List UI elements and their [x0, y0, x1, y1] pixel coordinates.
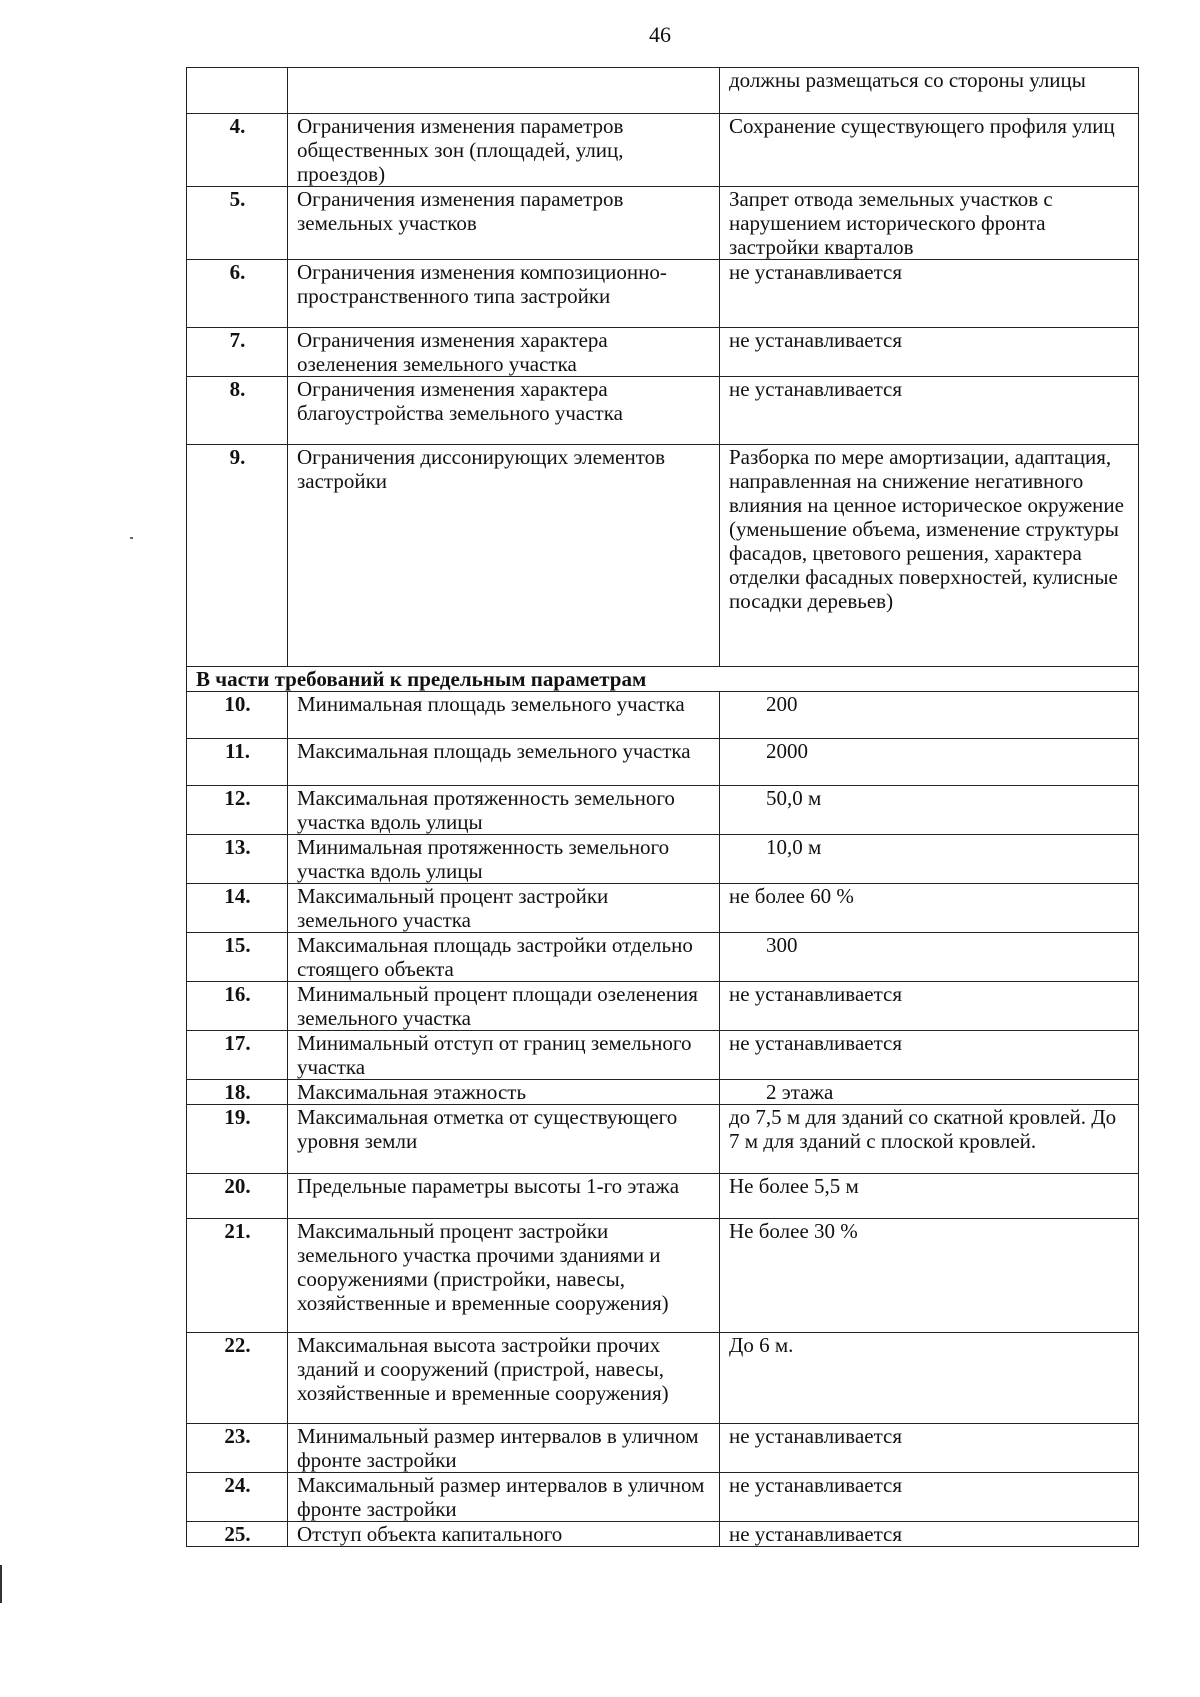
table-row [187, 187, 1139, 260]
table-row [187, 1174, 1139, 1219]
row-number: 4. [187, 114, 288, 187]
table-row [187, 377, 1139, 445]
parameter-cell: Минимальная площадь земельного участка [288, 692, 720, 739]
parameter-cell: Ограничения диссонирующих элементов застройки [288, 445, 720, 667]
table-row [187, 445, 1139, 667]
row-number: 7. [187, 328, 288, 377]
row-number: 11. [187, 739, 288, 786]
value-cell: Не более 30 % [720, 1219, 1139, 1333]
requirements-table [186, 67, 1139, 1547]
value-cell: 200 [720, 692, 1139, 739]
value-cell: 300 [720, 933, 1139, 982]
section-header: В части требований к предельным параметрам [187, 667, 1139, 692]
row-number: 5. [187, 187, 288, 260]
parameter-cell: Предельные параметры высоты 1-го этажа [288, 1174, 720, 1219]
scan-speck [130, 537, 133, 539]
row-number: 24. [187, 1473, 288, 1522]
row-number: 9. [187, 445, 288, 667]
parameter-cell: Максимальный процент застройки земельного участка [288, 884, 720, 933]
row-number: 18. [187, 1080, 288, 1105]
table-row [187, 1522, 1139, 1547]
row-number: 23. [187, 1424, 288, 1473]
table-row [187, 835, 1139, 884]
parameter-cell: Максимальный процент застройки земельного участка прочими зданиями и сооружениями (пристройки, навесы, хозяйственные и временные сооружения) [288, 1219, 720, 1333]
table-row [187, 982, 1139, 1031]
row-number: 6. [187, 260, 288, 328]
parameter-cell: Отступ объекта капитального [288, 1522, 720, 1547]
table-row [187, 328, 1139, 377]
parameter-cell: Ограничения изменения композиционно-пространственного типа застройки [288, 260, 720, 328]
value-cell: Сохранение существующего профиля улиц [720, 114, 1139, 187]
value-cell: 2 этажа [720, 1080, 1139, 1105]
value-cell: не устанавливается [720, 1424, 1139, 1473]
value-cell: не устанавливается [720, 328, 1139, 377]
value-cell: Не более 5,5 м [720, 1174, 1139, 1219]
table-row [187, 884, 1139, 933]
table-row [187, 114, 1139, 187]
row-number: 13. [187, 835, 288, 884]
section-header-row [187, 667, 1139, 692]
row-number: 21. [187, 1219, 288, 1333]
table-row [187, 933, 1139, 982]
parameter-cell: Максимальная протяженность земельного участка вдоль улицы [288, 786, 720, 835]
row-number: 25. [187, 1522, 288, 1547]
value-cell: 2000 [720, 739, 1139, 786]
table-row [187, 1219, 1139, 1333]
value-cell: не устанавливается [720, 1522, 1139, 1547]
value-cell: не устанавливается [720, 1031, 1139, 1080]
parameter-cell: Минимальный отступ от границ земельного участка [288, 1031, 720, 1080]
row-number: 20. [187, 1174, 288, 1219]
table-row [187, 739, 1139, 786]
table-row [187, 260, 1139, 328]
value-cell: Разборка по мере амортизации, адаптация, направленная на снижение негативного влияния на ценное историческое окружение (уменьшение объема, изменение структуры фасадов, цветового решения, характера отделки фасадных поверхностей, кулисные посадки деревьев) [720, 445, 1139, 667]
value-cell: до 7,5 м для зданий со скатной кровлей. До 7 м для зданий с плоской кровлей. [720, 1105, 1139, 1174]
parameter-cell: Максимальная отметка от существующего уровня земли [288, 1105, 720, 1174]
value-cell: 50,0 м [720, 786, 1139, 835]
parameter-cell: Ограничения изменения параметров общественных зон (площадей, улиц, проездов) [288, 114, 720, 187]
value-cell: не устанавливается [720, 260, 1139, 328]
parameter-cell: Минимальный размер интервалов в уличном фронте застройки [288, 1424, 720, 1473]
table-row [187, 786, 1139, 835]
table-row [187, 1105, 1139, 1174]
scan-edge-mark [0, 1565, 2, 1603]
parameter-cell: Минимальная протяженность земельного участка вдоль улицы [288, 835, 720, 884]
row-number: 14. [187, 884, 288, 933]
parameter-cell: Ограничения изменения характера благоустройства земельного участка [288, 377, 720, 445]
row-number: 22. [187, 1333, 288, 1424]
row-number: 8. [187, 377, 288, 445]
parameter-cell: Максимальная этажность [288, 1080, 720, 1105]
value-cell: 10,0 м [720, 835, 1139, 884]
table-row [187, 68, 1139, 114]
parameter-cell [288, 68, 720, 114]
parameter-cell: Максимальная площадь застройки отдельно стоящего объекта [288, 933, 720, 982]
parameter-cell: Ограничения изменения параметров земельных участков [288, 187, 720, 260]
value-cell: не более 60 % [720, 884, 1139, 933]
parameter-cell: Максимальная высота застройки прочих зданий и сооружений (пристрой, навесы, хозяйственные и временные сооружения) [288, 1333, 720, 1424]
value-cell: не устанавливается [720, 377, 1139, 445]
value-cell: не устанавливается [720, 1473, 1139, 1522]
table-row [187, 1080, 1139, 1105]
row-number: 15. [187, 933, 288, 982]
parameter-cell: Ограничения изменения характера озеленения земельного участка [288, 328, 720, 377]
row-number: 10. [187, 692, 288, 739]
table-row [187, 1333, 1139, 1424]
value-cell: Запрет отвода земельных участков с нарушением исторического фронта застройки кварталов [720, 187, 1139, 260]
row-number: 16. [187, 982, 288, 1031]
parameter-cell: Максимальный размер интервалов в уличном фронте застройки [288, 1473, 720, 1522]
row-number: 19. [187, 1105, 288, 1174]
parameter-cell: Минимальный процент площади озеленения земельного участка [288, 982, 720, 1031]
table-row [187, 692, 1139, 739]
table-row [187, 1031, 1139, 1080]
value-cell: не устанавливается [720, 982, 1139, 1031]
row-number [187, 68, 288, 114]
table-row [187, 1424, 1139, 1473]
row-number: 12. [187, 786, 288, 835]
table-row [187, 1473, 1139, 1522]
value-cell: До 6 м. [720, 1333, 1139, 1424]
row-number: 17. [187, 1031, 288, 1080]
parameter-cell: Максимальная площадь земельного участка [288, 739, 720, 786]
page-number: 46 [649, 22, 671, 47]
value-cell: должны размещаться со стороны улицы [720, 68, 1139, 114]
